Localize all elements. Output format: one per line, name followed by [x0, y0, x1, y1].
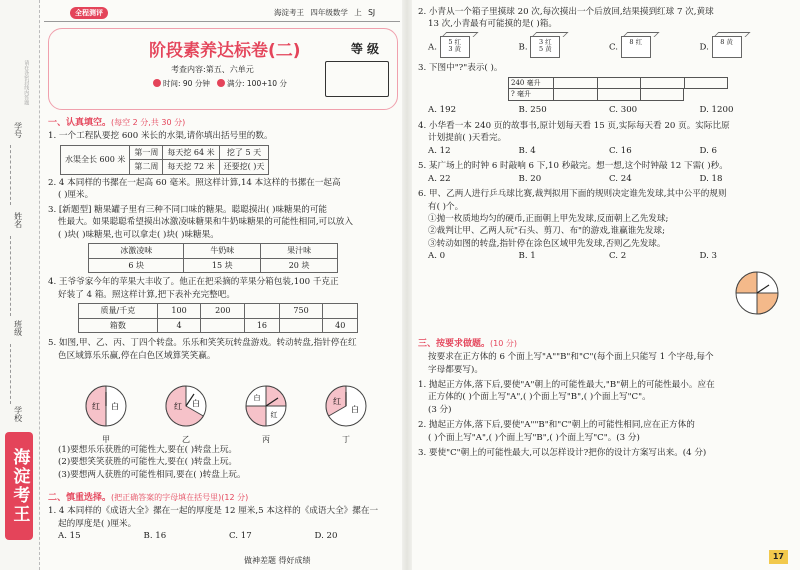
sub-question-3: (3)要想两人获胜的可能性相同,要在( )转盘上玩。 — [58, 469, 246, 480]
spinner-jia — [84, 384, 128, 446]
rule-2: ②裁判让甲、乙两人玩"石头、剪刀、布"的游戏,谁赢谁先发球; — [428, 226, 665, 237]
task-1: 1. 抛起正方体,落下后,要使"A"朝上的可能性最大,"B"朝上的可能性最小。应在 — [418, 379, 715, 390]
binding-note: 请在各密封线内答题 — [23, 60, 30, 105]
table-cell: 200 — [201, 304, 245, 319]
series-label: 海淀考王 四年级数学 上 SJ — [274, 8, 376, 17]
option-a[interactable]: A. 192 — [428, 105, 457, 116]
table-cell — [323, 304, 358, 319]
table-cell: 每天挖 72 米 — [163, 160, 219, 175]
table-cell: 第二周 — [130, 160, 163, 175]
question-5-subs — [58, 444, 398, 481]
section-title: 三、按要求做题。(10 分) — [418, 339, 517, 349]
svg-text:红: 红 — [270, 411, 278, 419]
bar-part — [508, 89, 684, 101]
question-2-cont: ( )厘米。 — [58, 190, 94, 201]
exam-info — [153, 79, 287, 90]
option-a[interactable]: A. 15 — [58, 530, 81, 541]
fill-line — [10, 344, 22, 404]
svg-text:白: 白 — [192, 399, 200, 408]
brand-logo: 海淀考王 — [5, 432, 33, 540]
title-box — [48, 28, 398, 110]
spinner-bing — [244, 384, 288, 446]
exam-scope: 考查内容:第五、六单元 — [171, 65, 254, 74]
task-3: 3. 要使"C"朝上的可能性最大,可以怎样设计?把你的设计方案写出来。(4 分) — [418, 448, 707, 459]
table-cell: 15 块 — [184, 258, 261, 273]
spinner-bing-icon — [244, 384, 288, 428]
table-cell: 16 — [245, 318, 280, 333]
test-badge: 全程测评 — [70, 7, 108, 19]
table-cell: 水渠全长 600 米 — [61, 145, 130, 174]
spinner-label: 甲 — [102, 435, 110, 445]
rule-3: ③转动如图的转盘,指针停在涂色区域甲先发球,否则乙先发球。 — [428, 238, 666, 249]
question-4: 4. 王爷爷家今年的苹果大丰收了。他正在把采摘的苹果分箱包装,100 千克正 — [48, 277, 339, 288]
mc-options — [418, 250, 790, 262]
option-c[interactable]: C. 8 红 — [609, 36, 700, 58]
sub-question-1: (1)要想乐乐获胜的可能性大,要在( )转盘上玩。 — [58, 445, 238, 455]
option-d[interactable]: D. 6 — [699, 145, 718, 156]
box-icon: 8 黄 — [712, 36, 742, 58]
task-1-points: (3 分) — [428, 404, 452, 415]
fill-line — [10, 145, 22, 205]
mc-question-1-cont: 起的厚度是( )厘米。 — [58, 518, 137, 529]
table-cell: 6 块 — [89, 258, 184, 273]
question-4-cont: 好装了 4 箱。照这样计算,把下表补充完整吧。 — [58, 289, 235, 300]
section-2-start — [48, 492, 400, 542]
mc-question-2-cont: 13 次,小青最有可能摸的是( )箱。 — [428, 19, 557, 30]
option-b[interactable]: B. 3 红 5 黄 — [519, 36, 610, 58]
spinner-label: 丙 — [262, 435, 270, 445]
option-b[interactable]: B. 1 — [518, 251, 536, 262]
section-title: 一、认真填空。(每空 2 分,共 30 分) — [48, 118, 186, 128]
bar-label: 240 毫升 — [509, 78, 554, 88]
question-3-cont: 性最大。如果聪聪希望摸出冰激凌味糖果和牛奶味糖果的可能性相同,可以放入 — [58, 217, 353, 228]
spinner-yi-icon — [164, 384, 208, 428]
table-cell: 牛奶味 — [184, 243, 261, 258]
svg-text:白: 白 — [111, 402, 119, 411]
option-c[interactable]: C. 24 — [609, 173, 632, 184]
sub-question-2: (2)要想笑笑获胜的可能性大,要在( )转盘上玩。 — [58, 457, 238, 468]
table-cell: 挖了 5 天 — [219, 145, 269, 160]
mc-options — [418, 36, 790, 58]
option-c[interactable]: C. 300 — [609, 105, 638, 116]
binding-margin — [0, 0, 40, 570]
section-1 — [48, 117, 400, 362]
table-cell: 40 — [323, 318, 358, 333]
option-c[interactable]: C. 2 — [609, 251, 627, 262]
svg-text:白: 白 — [253, 394, 261, 402]
grade-box — [325, 61, 389, 97]
table-cell — [201, 318, 245, 333]
spinner-yi — [164, 384, 208, 446]
task-2-cont: ( )个面上写"A",( )个面上写"B",( )个面上写"C"。(3 分) — [428, 432, 640, 443]
spinner-ding-icon — [324, 384, 368, 428]
question-3-cont: ( )块( )味糖果,也可以拿走( )块( )味糖果。 — [58, 229, 219, 240]
left-page — [44, 0, 400, 570]
option-c[interactable]: C. 17 — [229, 530, 252, 541]
table-cell: 750 — [279, 304, 323, 319]
mc-question-3: 3. 下图中"?"表示( )。 — [418, 62, 503, 73]
binding-label-student-id: 学号 — [13, 122, 23, 138]
page-number: 17 — [769, 550, 788, 564]
table-cell: 果汁味 — [261, 243, 338, 258]
mc-question-4: 4. 小华看一本 240 页的故事书,原计划每天看 15 页,实际每天看 20 页。实际比原 — [418, 120, 730, 131]
footer-slogan: 做神差题 得好成绩 — [244, 556, 311, 565]
svg-text:红: 红 — [92, 402, 100, 411]
table-cell: 冰激凌味 — [89, 243, 184, 258]
q3-table — [88, 243, 338, 273]
spinner-jia-icon — [84, 384, 128, 428]
option-d[interactable]: D. 20 — [314, 530, 338, 541]
table-cell: 还要挖( )天 — [219, 160, 269, 175]
option-c[interactable]: C. 16 — [609, 145, 632, 156]
bar-label: ? 毫升 — [509, 89, 554, 100]
spinner-label: 乙 — [182, 435, 190, 445]
section-2-cont — [418, 6, 790, 263]
page-gutter — [402, 0, 412, 570]
mc-question-4-cont: 计划提前( )天看完。 — [428, 133, 507, 144]
option-d[interactable]: D. 1200 — [699, 105, 734, 116]
mc-question-5: 5. 某广场上的时钟 6 时敲响 6 下,10 秒敲完。想一想,这个时钟敲 12 下需( )秒。 — [418, 161, 728, 172]
task-1-cont: 正方体的( )个面上写"A",( )个面上写"B",( )个面上写"C"。 — [428, 392, 651, 403]
spinner-label: 丁 — [342, 435, 350, 445]
bar-total — [508, 77, 728, 89]
binding-label-school: 学校 — [13, 406, 23, 422]
box-icon: 3 红 5 黄 — [530, 36, 560, 58]
q4-table — [78, 303, 358, 333]
table-cell: 每天挖 64 米 — [163, 145, 219, 160]
mc-question-1: 1. 4 本同样的《成语大全》摞在一起的厚度是 12 厘米,5 本这样的《成语大全》摞在一 — [48, 506, 379, 517]
mc-options — [418, 145, 790, 157]
mc-options — [48, 530, 400, 542]
mc-options — [418, 104, 790, 116]
option-b[interactable]: B. 4 — [518, 145, 536, 156]
full-score: 满分: 100+10 分 — [227, 79, 287, 88]
table-cell — [245, 304, 280, 319]
section-3-intro: 按要求在正方体的 6 个面上写"A""B"和"C"(每个面上只能写 1 个字母,每个 — [428, 352, 714, 363]
task-2: 2. 抛起正方体,落下后,要使"A""B"和"C"朝上的可能性相同,应在正方体的 — [418, 420, 695, 431]
svg-text:白: 白 — [351, 405, 359, 414]
table-cell: 20 块 — [261, 258, 338, 273]
binding-label-class: 班级 — [13, 320, 23, 336]
svg-text:红: 红 — [174, 402, 182, 411]
turntable-icon — [734, 270, 780, 316]
question-1: 1. 一个工程队要挖 600 米长的水渠,请你填出括号里的数。 — [48, 131, 273, 142]
fill-line — [10, 236, 22, 316]
box-icon: 8 红 — [621, 36, 651, 58]
option-a[interactable]: A. 5 红 3 黄 — [428, 36, 519, 58]
option-a[interactable]: A. 0 — [428, 251, 446, 262]
option-a[interactable]: A. 22 — [428, 173, 451, 184]
table-cell — [279, 318, 323, 333]
section-3 — [418, 338, 790, 460]
table-cell: 4 — [157, 318, 201, 333]
option-b[interactable]: B. 20 — [518, 173, 542, 184]
table-cell: 100 — [157, 304, 201, 319]
option-d[interactable]: D. 18 — [699, 173, 723, 184]
q1-table — [60, 145, 269, 175]
rule-1: ①抛一枚质地均匀的硬币,正面朝上甲先发球,反面朝上乙先发球; — [428, 213, 669, 224]
mc-question-2: 2. 小青从一个箱子里摸球 20 次,每次摸出一个后放回,结果摸到红球 7 次,黄球 — [418, 7, 714, 17]
svg-text:红: 红 — [333, 397, 341, 406]
option-b[interactable]: B. 250 — [518, 105, 547, 116]
right-page — [414, 0, 794, 570]
table-cell: 第一周 — [130, 145, 163, 160]
spinner-ding — [324, 384, 368, 446]
question-5-cont: 色区域算乐乐赢,停在白色区域算笑笑赢。 — [58, 350, 216, 361]
option-d[interactable]: D. 3 — [699, 251, 718, 262]
section-title: 二、慎重选择。(把正确答案的字母填在括号里)(12 分) — [48, 493, 249, 503]
section-3-intro-cont: 字母都要写)。 — [428, 364, 483, 375]
binding-label-name: 姓名 — [13, 212, 23, 228]
mc-options — [418, 173, 790, 185]
question-2: 2. 4 本同样的书摞在一起高 60 毫米。照这样计算,14 本这样的书摞在一起高 — [48, 177, 341, 188]
clock-icon — [153, 79, 161, 87]
question-5: 5. 如图,甲、乙、丙、丁四个转盘。乐乐和笑笑玩转盘游戏。转动转盘,指针停在红 — [48, 338, 357, 349]
header-bar — [44, 6, 400, 22]
table-cell: 质量/千克 — [79, 304, 158, 319]
bar-diagram — [508, 77, 728, 101]
mc-question-6-cont: 有( )个。 — [428, 201, 464, 212]
table-cell: 箱数 — [79, 318, 158, 333]
box-icon: 5 红 3 黄 — [440, 36, 470, 58]
option-d[interactable]: D. 8 黄 — [700, 36, 791, 58]
question-3: 3. [新题型] 糖果罐子里有三种不同口味的糖果。聪聪摸出( )味糖果的可能 — [48, 204, 328, 215]
option-a[interactable]: A. 12 — [428, 145, 451, 156]
score-icon — [217, 79, 225, 87]
page-title: 阶段素养达标卷(二) — [149, 41, 301, 61]
grade-label: 等 级 — [350, 42, 379, 56]
mc-question-6: 6. 甲、乙两人进行乒乓球比赛,裁判拟用下面的规则决定谁先发球,其中公平的规则 — [418, 189, 727, 200]
time-limit: 时间: 90 分钟 — [163, 79, 210, 88]
option-b[interactable]: B. 16 — [143, 530, 167, 541]
